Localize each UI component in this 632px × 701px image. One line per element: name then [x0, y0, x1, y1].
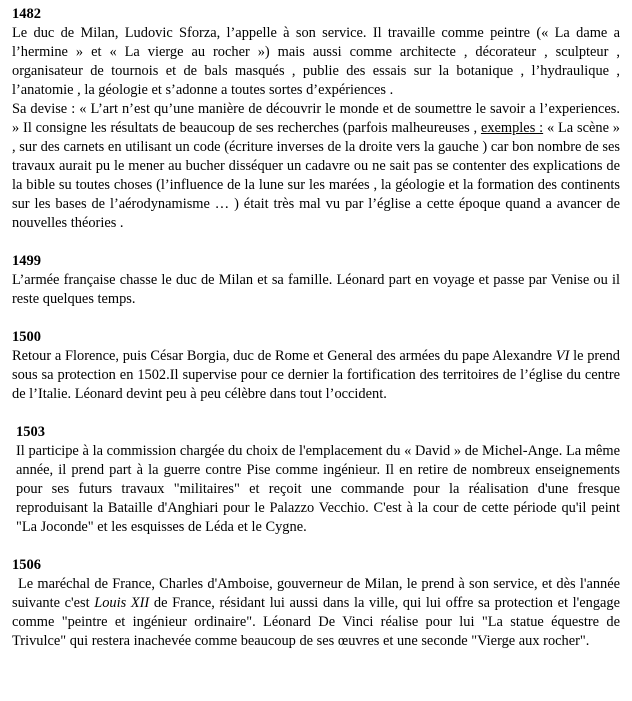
- year-heading: 1500: [12, 329, 41, 345]
- year-heading: 1499: [12, 253, 41, 269]
- section-1506: [12, 556, 620, 651]
- section-1499: [12, 252, 620, 309]
- paragraph: L’armée française chasse le duc de Milan et sa famille. Léonard part en voyage et passe par Venise ou il reste quelques temps.: [12, 272, 620, 307]
- paragraph: [12, 575, 620, 651]
- text-run: Sa devise : « L’art n’est qu’une manière de découvrir le monde et de soumettre le savoir a l’experiences. » Il consigne les résultats de beaucoup de ses recherches (parfois malheureuses ,: [12, 101, 620, 136]
- paragraph: [12, 347, 620, 404]
- paragraph: Il participe à la commission chargée du choix de l'emplacement du « David » de Michel-Ange. La même année, il prend part à la guerre contre Pise comme ingénieur. Il en retire de nombreux enseignements pour ses futurs travaux "militaires" et reçoit une commande pour la réalisation d'une fresque reproduisant la Bataille d'Anghiari pour le Palazzo Vecchio. C'est à la cour de cette période qu'il peint "La Joconde" et les esquisses de Léda et le Cygne.: [16, 443, 620, 535]
- section-1503: [12, 423, 620, 537]
- spacer: [12, 233, 620, 252]
- italic-text: VI: [555, 348, 570, 364]
- text-run: de France, résidant lui aussi dans la ville, qui lui offre sa protection et l'engage comme "peintre et ingénieur ordinaire". Léonard De Vinci réalise pour lui "La statue équestre de Trivulce" qui restera inachevée comme beaucoup de ses œuvres et une seconde "Vierge aux rocher".: [12, 595, 620, 649]
- italic-text: Louis XII: [94, 595, 150, 611]
- section-1482: [12, 5, 620, 233]
- spacer: [12, 309, 620, 328]
- text-run: le prend sous sa protection en 1502.Il supervise pour ce dernier la fortification des territoires de l’église du centre de l’Italie. Léonard devint peu à peu célèbre dans tout l’occident.: [12, 348, 620, 402]
- year-heading: 1482: [12, 6, 41, 22]
- text-run: Le maréchal de France, Charles d'Amboise, gouverneur de Milan, le prend à son service, et dès l'année suivante c'est: [12, 576, 620, 611]
- spacer: [12, 404, 620, 423]
- text-run: Retour a Florence, puis César Borgia, duc de Rome et General des armées du pape Alexandre: [12, 348, 556, 364]
- year-heading: 1503: [16, 424, 45, 440]
- section-1500: [12, 328, 620, 404]
- text-run: « La scène » , sur des carnets en utilisant un code (écriture inverses de la droite vers la gauche ) car bon nombre de ses travaux aurait pu le mener au bucher disséquer un cadavre ou ne sait pas se contenter des explications de la bible su toutes choses (l’influence de la lune sur les marées , la géologie et la formation des continents sur les bases de l’aérodynamisme … ) était très mal vu par l’église a cette époque quand a avancer de nouvelles théories .: [12, 120, 620, 231]
- underlined-text: exemples :: [480, 120, 544, 136]
- paragraph: Le duc de Milan, Ludovic Sforza, l’appelle à son service. Il travaille comme peintre (« La dame a l’hermine » et « La vierge au rocher ») mais aussi comme architecte , décorateur , sculpteur , organisateur de tournois et de bals masqués , publie des essais sur la botanique , l’hydraulique , l’anatomie , la géologie et s’adonne a toutes sortes d’expériences .: [12, 25, 620, 98]
- paragraph: [12, 100, 620, 233]
- spacer: [12, 537, 620, 556]
- year-heading: 1506: [12, 557, 41, 573]
